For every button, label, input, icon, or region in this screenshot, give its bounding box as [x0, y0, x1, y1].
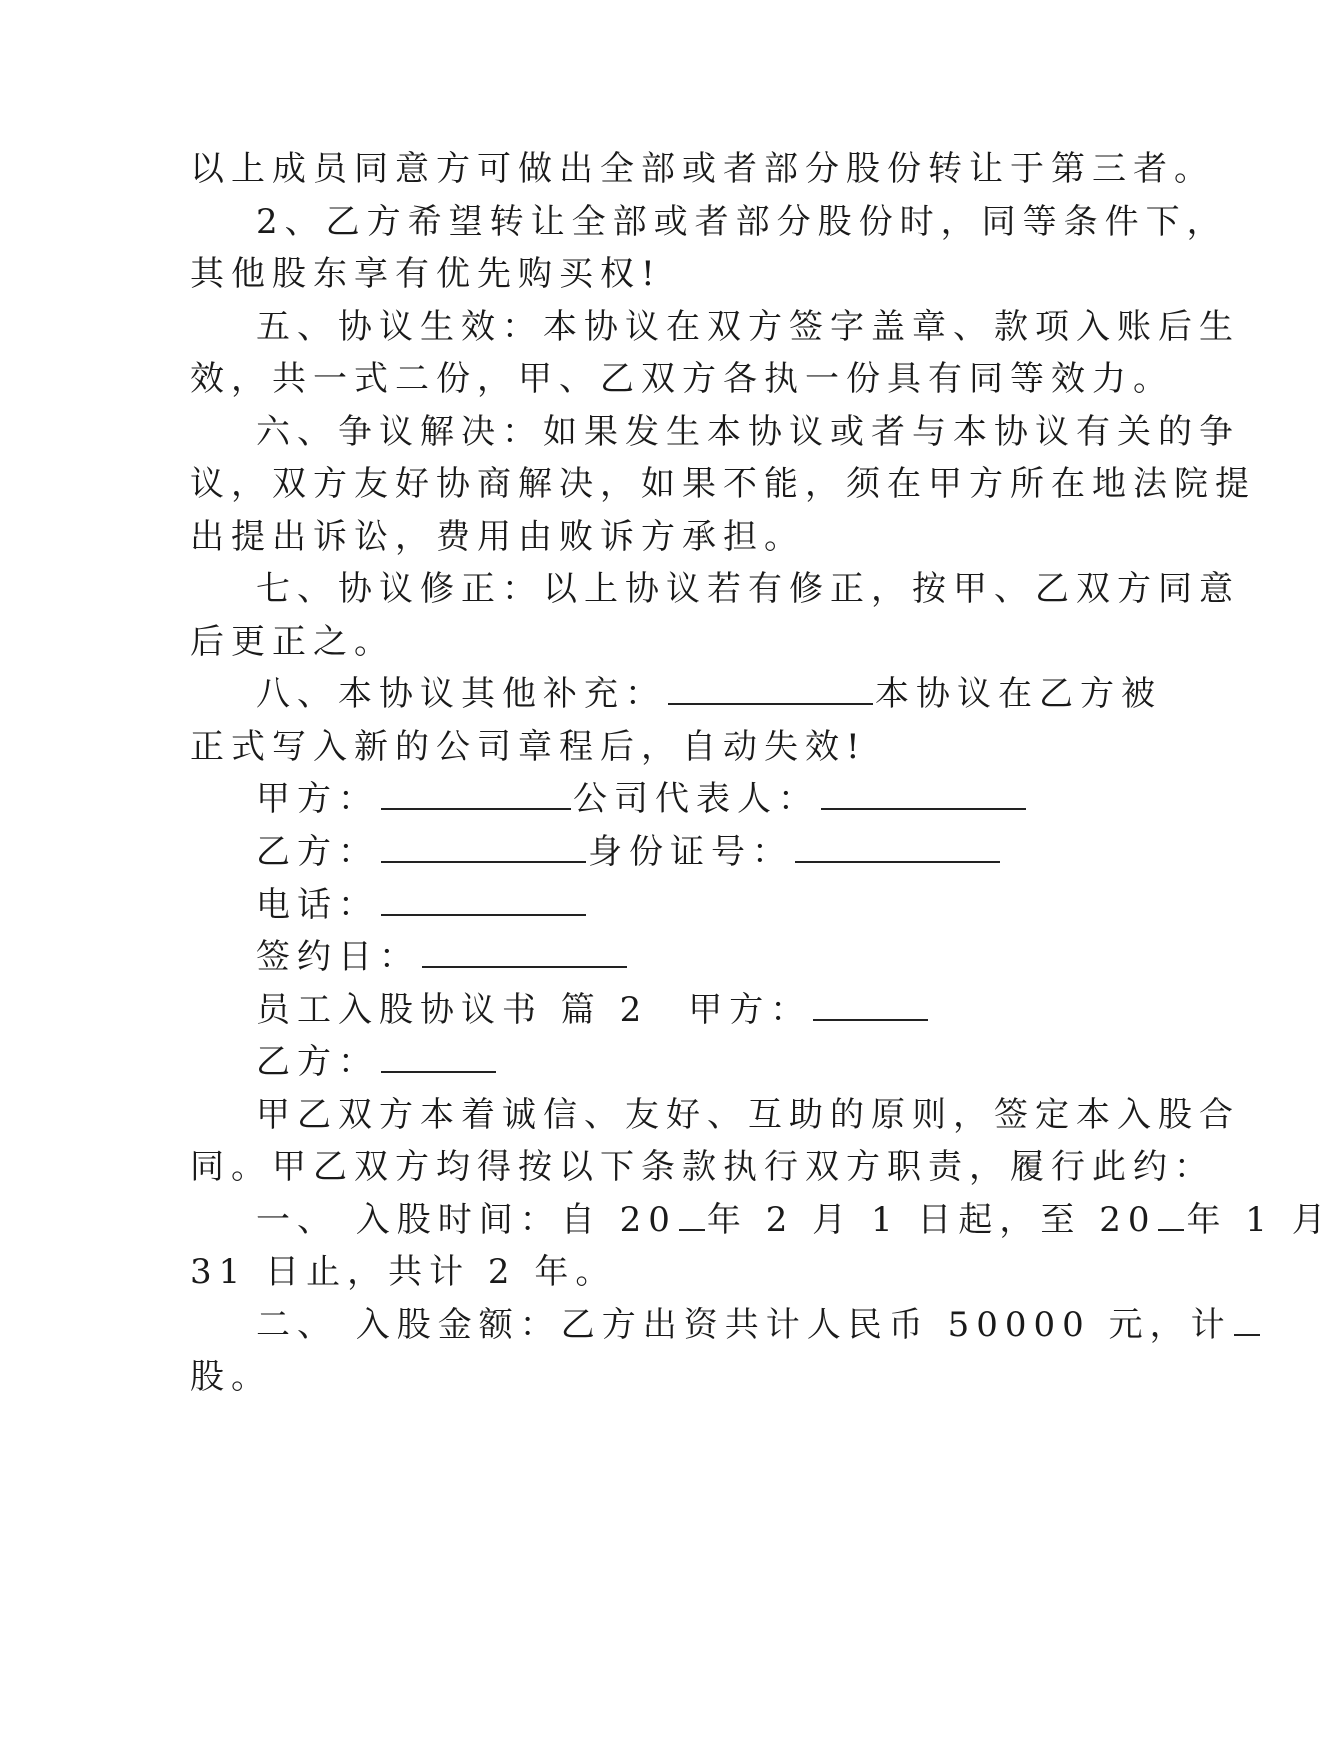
- party-a-label: 甲方：: [256, 779, 379, 819]
- sign-date-blank: [422, 930, 627, 968]
- text-line: 以上成员同意方可做出全部或者部分股份转让于第三者。: [190, 149, 1215, 189]
- text-line: [256, 1033, 498, 1091]
- party-b-label: 乙方：: [256, 1042, 379, 1082]
- text-line: [256, 1191, 1333, 1249]
- phone-blank: [381, 878, 586, 916]
- text-line: 正式写入新的公司章程后，自动失效!: [190, 727, 867, 767]
- text-line: [256, 1296, 1262, 1354]
- party-b-blank: [381, 825, 586, 863]
- supplement-text: 本协议在乙方被: [875, 674, 1162, 714]
- signature-line: [256, 876, 588, 934]
- signature-line: [256, 823, 1002, 881]
- text-line: 其他股东享有优先购买权!: [190, 254, 662, 294]
- company-rep-blank: [821, 772, 1026, 810]
- signature-line: [256, 928, 629, 986]
- text-line: 后更正之。: [190, 622, 395, 662]
- clause-text: 年 1 月: [1186, 1200, 1333, 1240]
- sign-date-label: 签约日：: [256, 937, 420, 977]
- party-a-blank: [813, 983, 928, 1021]
- shares-blank: [1234, 1298, 1260, 1336]
- text-line: 效，共一式二份，甲、乙双方各执一份具有同等效力。: [190, 359, 1174, 399]
- text-line: 甲乙双方本着诚信、友好、互助的原则，签定本入股合: [256, 1095, 1240, 1135]
- id-number-label: 身份证号：: [588, 832, 793, 872]
- year-blank: [679, 1193, 705, 1231]
- text-line: [256, 981, 930, 1039]
- text-line: 出提出诉讼，费用由败诉方承担。: [190, 517, 805, 557]
- text-line: 五、协议生效：本协议在双方签字盖章、款项入账后生: [256, 307, 1240, 347]
- company-rep-label: 公司代表人：: [573, 779, 819, 819]
- text-line: 七、协议修正：以上协议若有修正，按甲、乙双方同意: [256, 569, 1240, 609]
- text-line: [256, 665, 1162, 723]
- text-line: 股。: [190, 1357, 272, 1397]
- text-line: 2、乙方希望转让全部或者部分股份时，同等条件下，: [256, 202, 1228, 242]
- clause-text: 年 2 月 1 日起，至 20: [706, 1200, 1157, 1240]
- text-line: 同。甲乙双方均得按以下条款执行双方职责，履行此约：: [190, 1147, 1215, 1187]
- id-number-blank: [795, 825, 1000, 863]
- text-line: 六、争议解决：如果发生本协议或者与本协议有关的争: [256, 412, 1240, 452]
- supplement-blank: [668, 667, 873, 705]
- signature-line: [256, 770, 1028, 828]
- section-title: 员工入股协议书 篇 2: [256, 990, 649, 1030]
- supplement-label: 八、本协议其他补充：: [256, 674, 666, 714]
- party-b-blank: [381, 1035, 496, 1073]
- year-blank: [1158, 1193, 1184, 1231]
- party-b-label: 乙方：: [256, 832, 379, 872]
- text-line: 31 日止，共计 2 年。: [190, 1252, 617, 1292]
- clause-text: 二、 入股金额：乙方出资共计人民币 50000 元，计: [256, 1305, 1232, 1345]
- phone-label: 电话：: [256, 885, 379, 925]
- party-a-blank: [381, 772, 571, 810]
- text-line: 议，双方友好协商解决，如果不能，须在甲方所在地法院提: [190, 464, 1256, 504]
- clause-text: 一、 入股时间：自 20: [256, 1200, 677, 1240]
- party-a-label: 甲方：: [688, 990, 812, 1030]
